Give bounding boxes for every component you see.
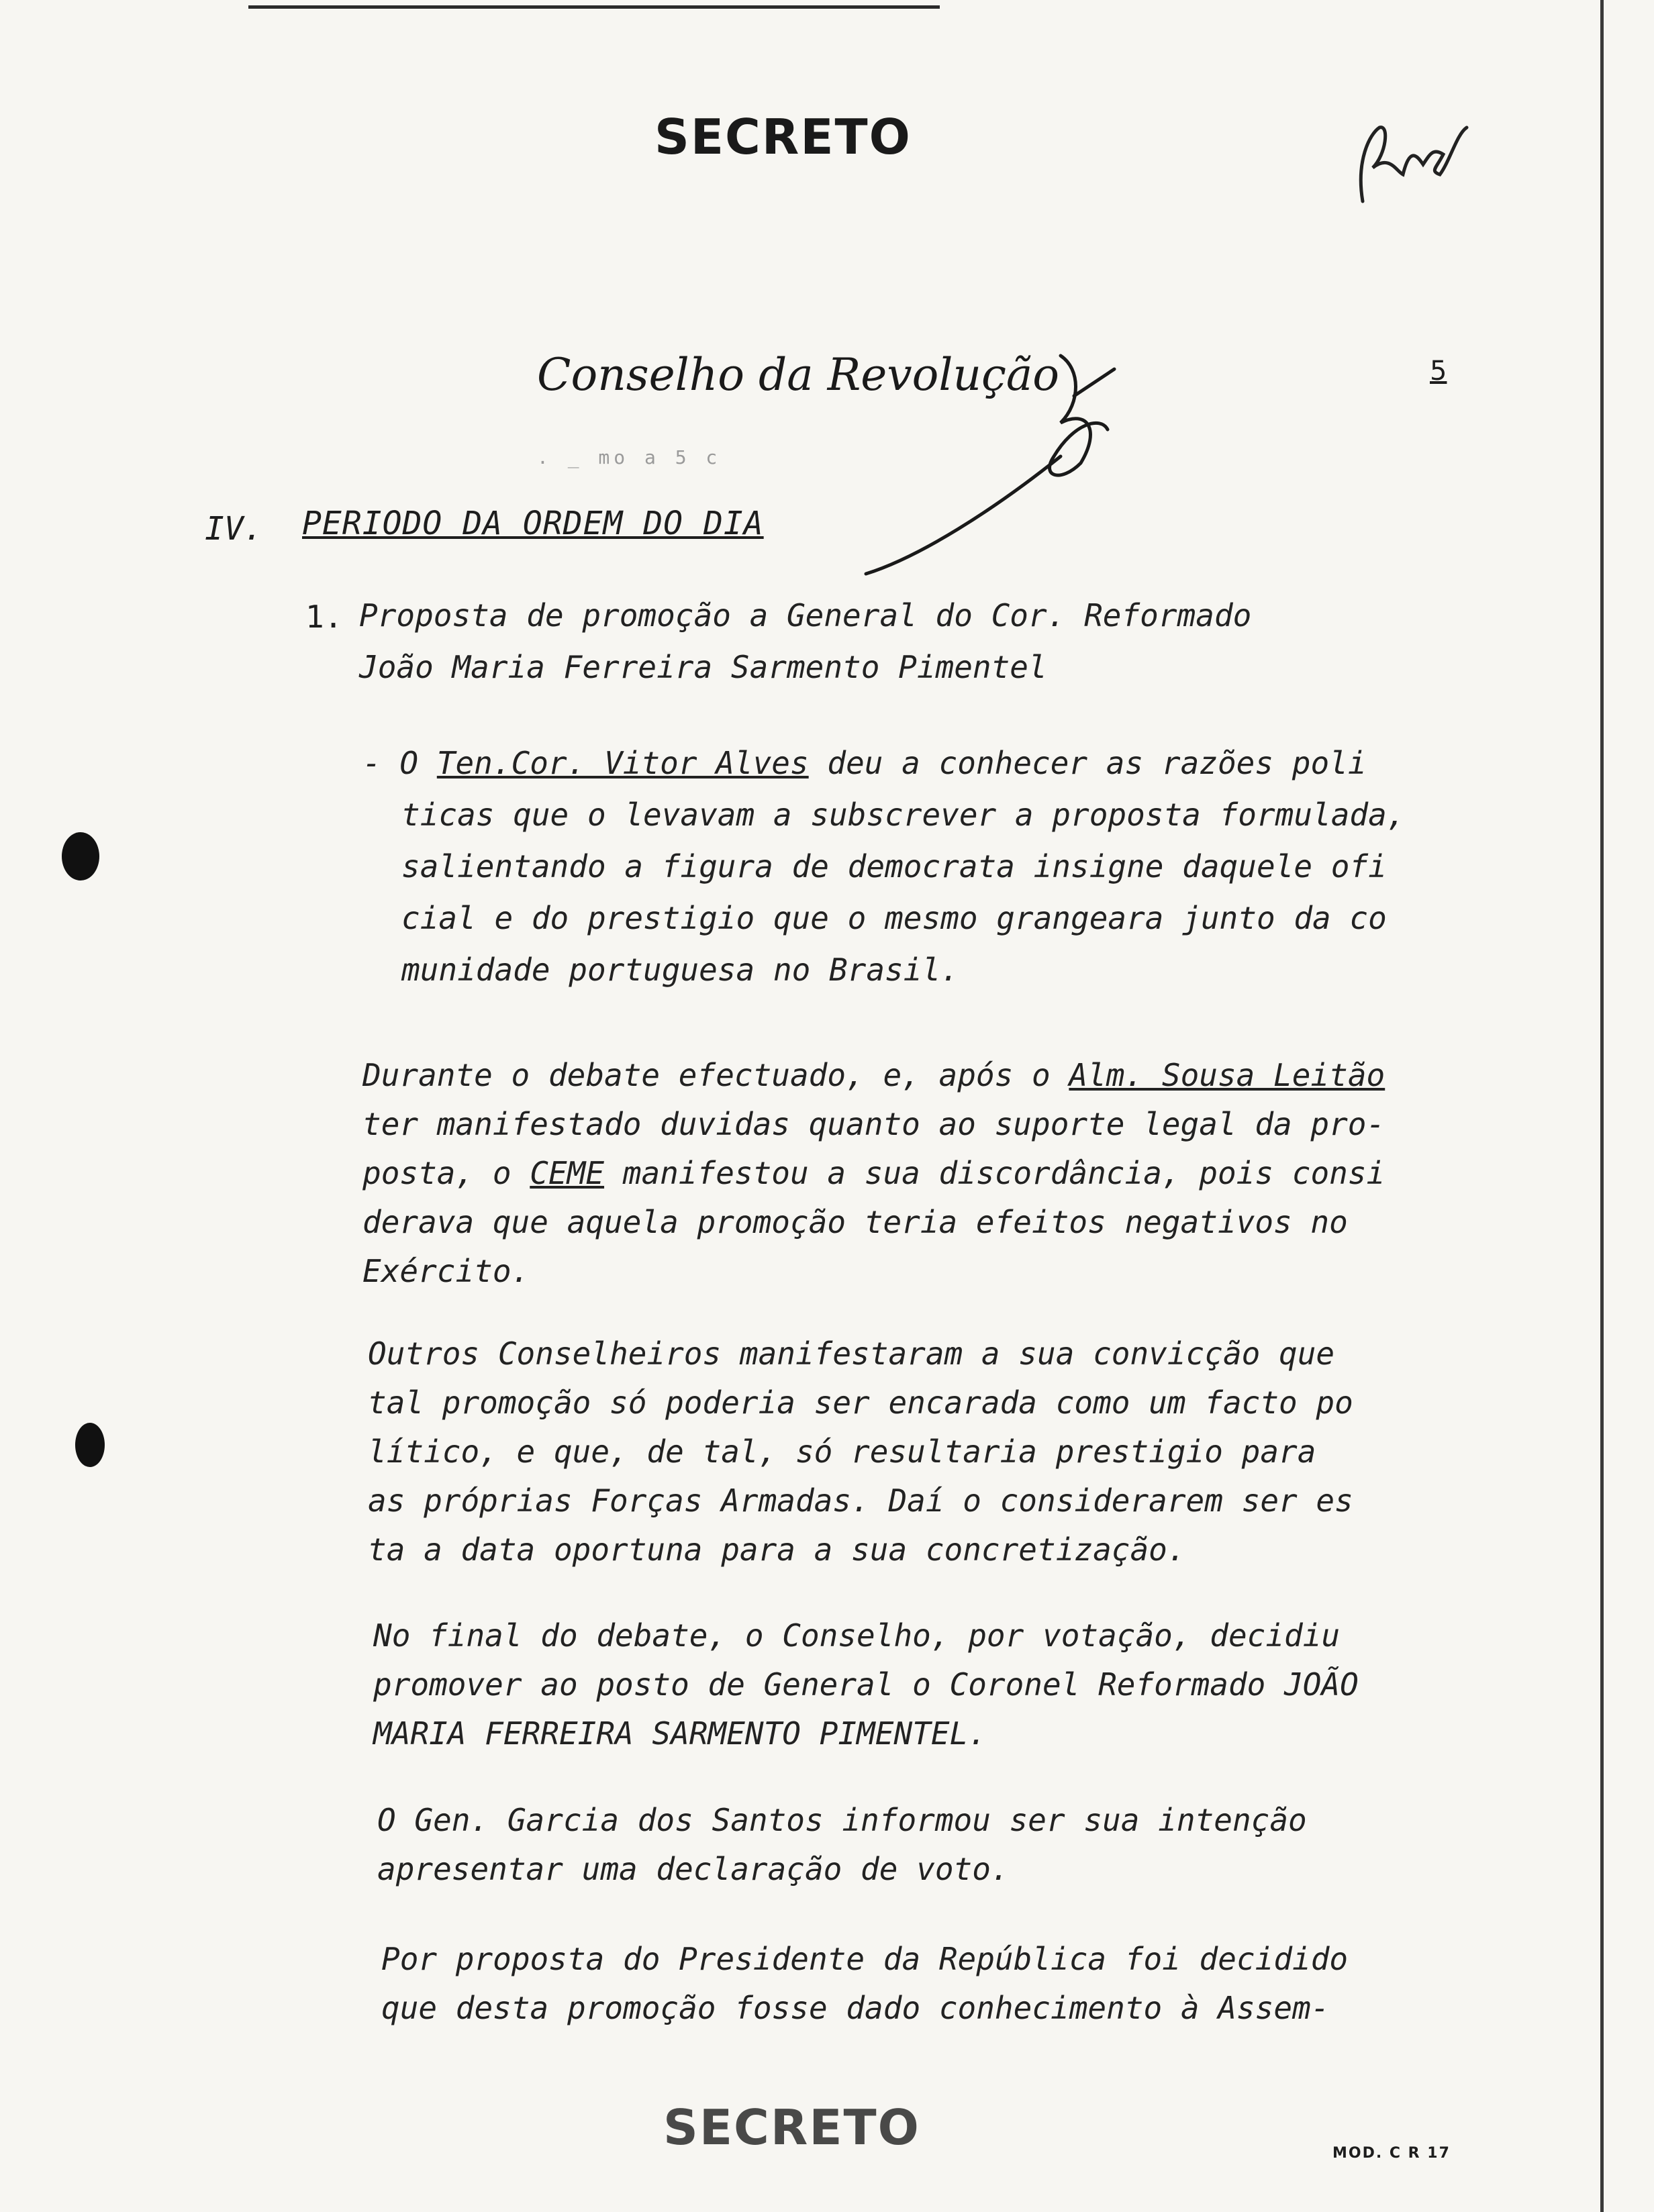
p1-line: salientando a figura de democrata insigne daquele ofi bbox=[401, 848, 1387, 885]
p5-line: O Gen. Garcia dos Santos informou ser sua intenção bbox=[377, 1802, 1307, 1838]
faint-annotation: . _ mo a 5 c bbox=[537, 446, 722, 468]
p2-line3-pre: posta, o bbox=[362, 1155, 512, 1191]
p1-line1-rest: deu a conhecer as razões poli bbox=[827, 745, 1367, 781]
section-title: PERIODO DA ORDEM DO DIA bbox=[302, 505, 764, 542]
p2-line: Exército. bbox=[362, 1253, 530, 1289]
ceme-name: CEME bbox=[530, 1155, 605, 1191]
p1-line bbox=[362, 745, 1367, 781]
p2-line1-pre: Durante o debate efectuado, e, após o bbox=[362, 1057, 1051, 1093]
p2-line: ter manifestado duvidas quanto ao suporte legal da pro- bbox=[362, 1106, 1385, 1142]
p1-line: munidade portuguesa no Brasil. bbox=[401, 952, 959, 988]
form-code: MOD. C R 17 bbox=[1332, 2145, 1451, 2162]
secret-stamp-bottom: SECRETO bbox=[663, 2099, 920, 2156]
p4-line: promover ao posto de General o Coronel Reformado JOÃO bbox=[373, 1666, 1359, 1703]
p4-line: No final do debate, o Conselho, por votação, decidiu bbox=[373, 1617, 1341, 1654]
p1-line: cial e do prestigio que o mesmo grangeara junto da co bbox=[401, 900, 1387, 936]
p1-dash: - O bbox=[362, 745, 419, 781]
p4-line: MARIA FERREIRA SARMENTO PIMENTEL. bbox=[373, 1715, 987, 1752]
rubric-signature bbox=[859, 342, 1141, 584]
p6-line: Por proposta do Presidente da República foi decidido bbox=[381, 1941, 1349, 1977]
p2-line bbox=[362, 1155, 1385, 1191]
p3-line: ta a data oportuna para a sua concretização. bbox=[368, 1531, 1186, 1568]
p3-line: as próprias Forças Armadas. Daí o considerarem ser es bbox=[368, 1482, 1353, 1519]
p3-line: Outros Conselheiros manifestaram a sua convicção que bbox=[368, 1336, 1335, 1372]
p1-line: ticas que o levavam a subscrever a proposta formulada, bbox=[401, 797, 1406, 833]
admiral-name: Alm. Sousa Leitão bbox=[1069, 1057, 1385, 1093]
speaker-name: Ten.Cor. Vitor Alves bbox=[436, 745, 809, 781]
p5-line: apresentar uma declaração de voto. bbox=[377, 1851, 1010, 1887]
p3-line: tal promoção só poderia ser encarada como um facto po bbox=[368, 1385, 1353, 1421]
secret-stamp-top: SECRETO bbox=[654, 109, 912, 165]
item-title-line: Proposta de promoção a General do Cor. Reformado bbox=[359, 597, 1252, 634]
header-title: Conselho da Revolução bbox=[537, 349, 1060, 401]
p6-line: que desta promoção fosse dado conhecimento à Assem- bbox=[381, 1990, 1330, 2026]
section-number: IV. bbox=[205, 510, 263, 548]
punch-hole-top bbox=[62, 832, 99, 881]
initials-signature bbox=[1349, 107, 1477, 215]
p2-line: derava que aquela promoção teria efeitos negativos no bbox=[362, 1204, 1348, 1240]
p3-line: lítico, e que, de tal, só resultaria prestigio para bbox=[368, 1434, 1316, 1470]
punch-hole-bottom bbox=[75, 1423, 105, 1467]
item-number: 1. bbox=[305, 599, 343, 635]
p2-line bbox=[362, 1057, 1385, 1093]
p2-line3-post: manifestou a sua discordância, pois consi bbox=[622, 1155, 1385, 1191]
page-number: 5 bbox=[1430, 356, 1447, 387]
item-title-line: João Maria Ferreira Sarmento Pimentel bbox=[359, 649, 1047, 685]
top-edge-line bbox=[248, 5, 940, 9]
right-edge-line bbox=[1600, 0, 1604, 2212]
